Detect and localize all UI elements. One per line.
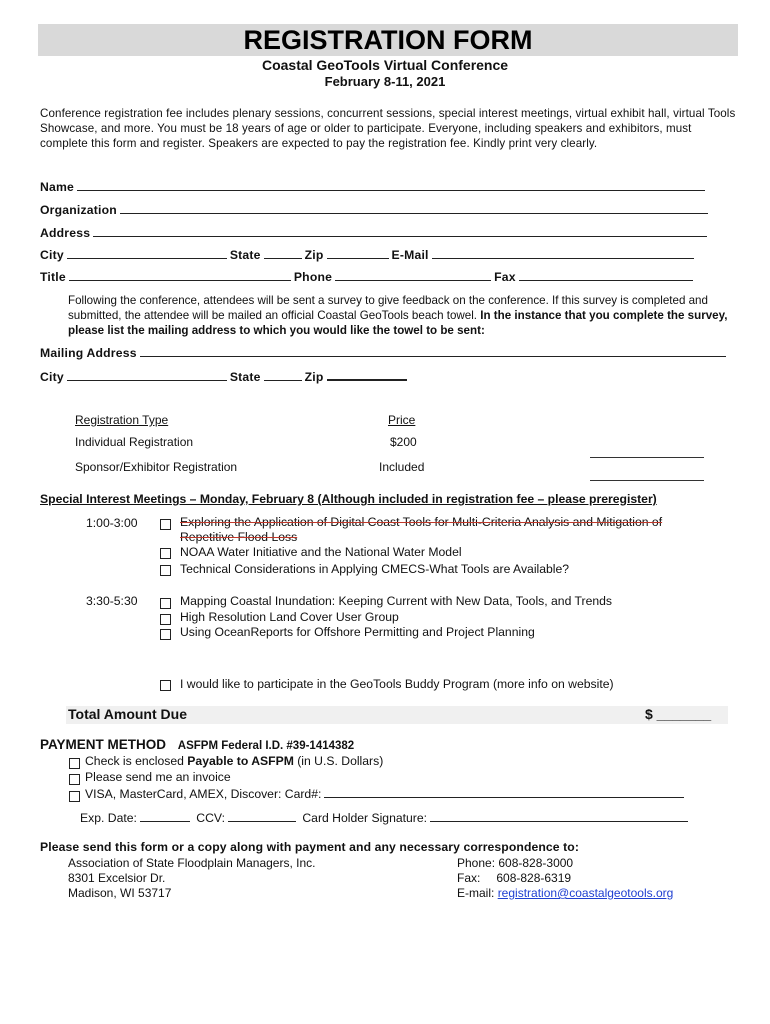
org-phone: Phone: 608-828-3000	[457, 856, 574, 870]
mailing-zip-field[interactable]	[327, 369, 407, 381]
sim-heading: Special Interest Meetings – Monday, February 8 (Although included in registration fee – please preregister)	[40, 492, 657, 506]
checkbox-sim-1[interactable]	[160, 519, 171, 530]
zip-label: Zip	[304, 248, 324, 262]
slot2-time: 3:30-5:30	[86, 594, 138, 608]
org-email-row	[457, 886, 673, 900]
event-name: Coastal GeoTools Virtual Conference	[261, 57, 509, 73]
individual-amount-line[interactable]	[590, 457, 704, 458]
fax-contact-label: Fax:	[457, 871, 481, 885]
org-city: Madison, WI 53717	[68, 886, 172, 900]
sponsor-amount-line[interactable]	[590, 480, 704, 481]
checkbox-sim-2[interactable]	[160, 548, 171, 559]
sim-option-5: High Resolution Land Cover User Group	[180, 610, 399, 624]
exp-date-field[interactable]	[140, 811, 190, 822]
total-amount-label: Total Amount Due	[68, 706, 187, 722]
sim-option-2: NOAA Water Initiative and the National Water Model	[180, 545, 462, 559]
checkbox-check[interactable]	[69, 758, 80, 769]
fax-number: 608-828-6319	[496, 871, 572, 885]
city-label: City	[40, 248, 64, 262]
checkbox-sim-4[interactable]	[160, 598, 171, 609]
city-field[interactable]	[67, 248, 227, 259]
email-link[interactable]: registration@coastalgeotools.org	[497, 886, 674, 900]
invoice-option: Please send me an invoice	[85, 770, 231, 784]
organization-row	[40, 203, 711, 217]
sim-option-6: Using OceanReports for Offshore Permitting and Project Planning	[180, 625, 535, 639]
mailing-state-label: State	[229, 370, 261, 384]
mailing-city-row	[40, 369, 410, 384]
organization-field[interactable]	[120, 203, 708, 214]
address-label: Address	[40, 226, 91, 240]
payment-method-label: PAYMENT METHOD	[40, 737, 167, 752]
sim-option-3: Technical Considerations in Applying CMECS-What Tools are Available?	[180, 562, 570, 576]
mailing-address-field[interactable]	[140, 346, 726, 357]
registration-type-header: Registration Type	[75, 413, 169, 427]
email-field[interactable]	[432, 248, 694, 259]
checkbox-sim-6[interactable]	[160, 629, 171, 640]
title-label: Title	[40, 270, 66, 284]
fax-field[interactable]	[519, 270, 693, 281]
mailing-address-row	[40, 346, 729, 360]
zip-field[interactable]	[327, 248, 389, 259]
registration-type-individual: Individual Registration	[75, 435, 194, 449]
checkbox-invoice[interactable]	[69, 774, 80, 785]
price-sponsor: Included	[379, 460, 425, 474]
org-fax-row	[457, 871, 571, 885]
mailing-city-field[interactable]	[67, 370, 227, 381]
towel-note-text: Following the conference, attendees will be sent a survey to give feedback on the conference. If this survey is completed and submitted, the attendee will be mailed an official Coastal GeoTools beach towel.	[68, 294, 708, 322]
buddy-program-label: I would like to participate in the GeoTools Buddy Program (more info on website)	[180, 677, 614, 691]
sim-option-1-cont: Repetitive Flood Loss	[180, 530, 298, 544]
checkbox-sim-3[interactable]	[160, 565, 171, 576]
cvv-field[interactable]	[228, 811, 296, 822]
towel-note	[68, 293, 728, 338]
org-street: 8301 Excelsior Dr.	[68, 871, 166, 885]
send-to-heading: Please send this form or a copy along with payment and any necessary correspondence to:	[40, 840, 580, 854]
registration-type-sponsor: Sponsor/Exhibitor Registration	[75, 460, 238, 474]
org-name: Association of State Floodplain Managers, Inc.	[68, 856, 316, 870]
card-option	[85, 787, 687, 801]
mailing-zip-label: Zip	[304, 370, 324, 384]
mailing-state-field[interactable]	[264, 370, 302, 381]
event-dates: February 8-11, 2021	[324, 74, 446, 89]
federal-id: ASFPM Federal I.D. #39-1414382	[177, 740, 355, 752]
sim-option-1: Exploring the Application of Digital Coast Tools for Multi-Criteria Analysis and Mitigation of	[180, 515, 663, 529]
card-types-label: VISA, MasterCard, AMEX, Discover: Card#:	[85, 787, 322, 801]
checkbox-sim-5[interactable]	[160, 614, 171, 625]
price-individual: $200	[390, 435, 417, 449]
card-details-row	[80, 811, 691, 825]
checkbox-card[interactable]	[69, 791, 80, 802]
mailing-city-label: City	[40, 370, 64, 384]
towel-note-instruction: In the instance that you complete the survey, please list the mailing address to which you would like the towel to be sent:	[68, 309, 728, 337]
signature-field[interactable]	[430, 811, 688, 822]
mailing-address-label: Mailing Address	[40, 346, 137, 360]
title-field[interactable]	[69, 270, 291, 281]
sim-option-4: Mapping Coastal Inundation: Keeping Current with New Data, Tools, and Trends	[180, 594, 613, 608]
name-field[interactable]	[77, 180, 705, 191]
address-field[interactable]	[93, 226, 707, 237]
intro-paragraph: Conference registration fee includes plenary sessions, concurrent sessions, special interest meetings, virtual exhibit hall, virtual Tools Showcase, and more. You must be 18 years of age or older to participate. Everyone, including speakers and exhibitors, must complete this form and register. Speakers are expected to pay the registration fee. Kindly print very clearly.	[40, 107, 736, 150]
currency-note: (in U.S. Dollars)	[293, 754, 384, 768]
address-row	[40, 226, 710, 240]
title-phone-fax-row	[40, 270, 696, 284]
total-amount-field[interactable]: $ _______	[645, 706, 712, 722]
state-label: State	[229, 248, 261, 262]
check-label: Check is enclosed	[85, 754, 188, 768]
state-field[interactable]	[264, 248, 302, 259]
phone-label: Phone	[293, 270, 333, 284]
slot1-time: 1:00-3:00	[86, 516, 138, 530]
city-state-zip-row	[40, 248, 697, 262]
signature-label: Card Holder Signature:	[302, 811, 428, 825]
name-row	[40, 180, 708, 194]
exp-date-label: Exp. Date:	[80, 811, 137, 825]
checkbox-buddy-program[interactable]	[160, 680, 171, 691]
check-option	[85, 754, 383, 768]
price-header: Price	[388, 413, 416, 427]
fax-label: Fax	[494, 270, 516, 284]
name-label: Name	[40, 180, 74, 194]
email-label: E-Mail	[391, 248, 429, 262]
card-number-field[interactable]	[324, 787, 684, 798]
payment-heading	[40, 737, 354, 752]
email-contact-label: E-mail:	[457, 886, 495, 900]
cvv-label: CCV:	[196, 811, 225, 825]
form-title: REGISTRATION FORM	[38, 24, 738, 56]
organization-label: Organization	[40, 203, 117, 217]
payable-label: Payable to ASFPM	[187, 754, 294, 768]
phone-field[interactable]	[335, 270, 491, 281]
